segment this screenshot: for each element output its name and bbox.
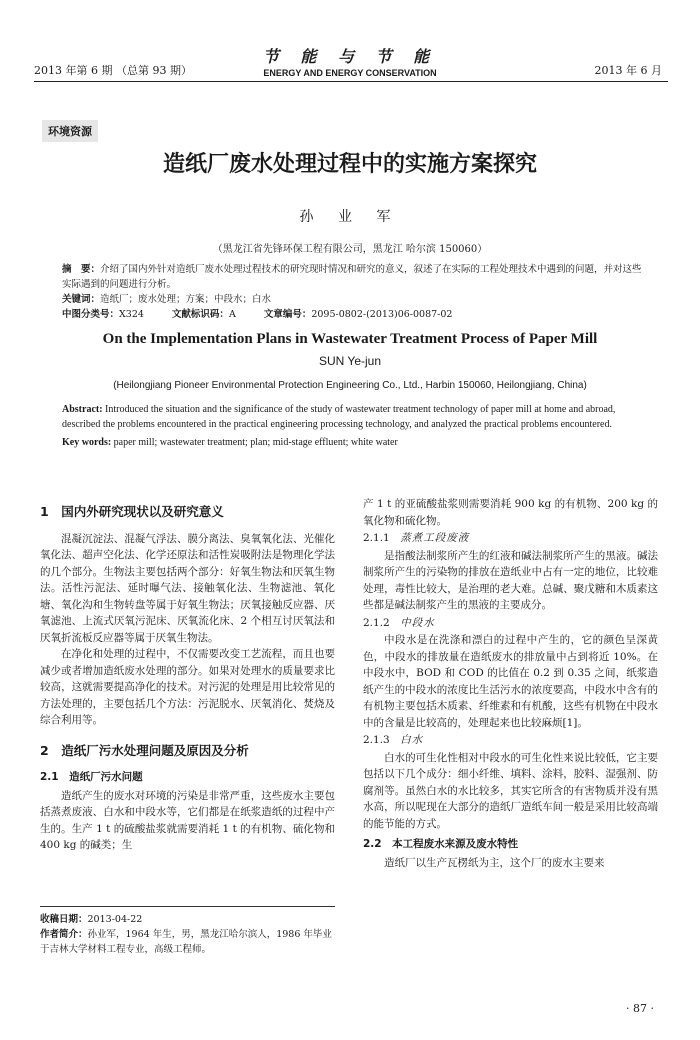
- abstract-zh: [62, 262, 642, 292]
- bio-text: 孙业军，1964 年生，男，黑龙江哈尔滨人，1986 年毕业于吉林大学材料工程专业，高级工程师。: [40, 929, 332, 955]
- subsubsection-heading-2-1-3: [363, 732, 658, 749]
- abstract-zh-label: 摘 要：: [62, 264, 101, 275]
- keywords-en-label: Key words:: [62, 437, 112, 448]
- doc-code-value: A: [228, 309, 236, 320]
- journal-logo: 节 能 与 节 能: [262, 47, 438, 66]
- header-date: 2013 年 6 月: [594, 64, 662, 77]
- received-label: 收稿日期：: [40, 914, 88, 925]
- article-id-field: [264, 307, 453, 322]
- journal-name-en: ENERGY AND ENERGY CONSERVATION: [263, 68, 437, 78]
- heading-number: 2.1.1: [363, 532, 390, 544]
- article-id-label: 文章编号：: [263, 309, 312, 320]
- author-zh: 孙 业 军: [299, 209, 401, 225]
- heading-text: 蒸煮工段废液: [400, 532, 470, 544]
- article-id-value: 2095-0802-(2013)06-0087-02: [311, 309, 453, 320]
- abstract-zh-block: [62, 262, 642, 322]
- heading-text: 白水: [400, 734, 424, 746]
- keywords-zh-label: 关键词：: [62, 294, 101, 305]
- subsection-heading-2-2: 2.2 本工程废水来源及废水特性: [363, 838, 519, 850]
- right-column: [363, 496, 658, 871]
- heading-text: 中段水: [400, 616, 435, 629]
- paragraph: 白水的可生化性相对中段水的可生化性来说比较低，它主要包括以下几个成分：细小纤维、填料、涂料，胶料、湿强剂、防腐剂等。虽然白水的水比较多，其实它所含的有害物质并没有黑水高，所以呢现在大部分的造纸厂造纸车间一般是采用比较高端的能节能的方式。: [363, 751, 658, 830]
- heading-number: 2.1.2: [363, 616, 390, 629]
- left-column: [40, 496, 335, 854]
- footnote-rule: [40, 906, 335, 907]
- paragraph: 造纸产生的废水对环境的污染是非常严重，这些废水主要包括蒸煮废液、白水和中段水等，它们都是在纸浆造纸的过程中产生的。生产 1 t 的硫酸盐浆就需要消耗 1 t 的有机物、硫化物和 400 kg 的碱类；生: [40, 789, 335, 851]
- received-value: 2013-04-22: [87, 914, 143, 925]
- footnote: [40, 912, 340, 957]
- paragraph: 造纸厂以生产瓦楞纸为主，这个厂的废水主要来: [384, 856, 605, 869]
- classification-row: [62, 307, 642, 322]
- paragraph: 混凝沉淀法、混凝气浮法、膜分离法、臭氧氧化法、光催化氧化法、超声空化法、化学还原法和活性炭吸附法是物理化学法的几个部分。生物法主要包括两个部分：好氧生物法和厌氧生物法。活性污泥法、延时曝气法、接触氧化法、生物滤池、氧化塘、氧化沟和生物转盘等属于好氧生物法；厌氧接触反应器、厌氧滤池、上流式厌氧污泥床、厌氧流化床、2 个相互讨厌氧法和厌氧折流板反应器等属于厌氧生物法。: [40, 532, 335, 644]
- page-number: · 87 ·: [626, 1002, 654, 1015]
- author-bio: [40, 927, 340, 957]
- abstract-en-label: Abstract:: [62, 404, 103, 415]
- title-en: On the Implementation Plans in Wastewater Treatment Process of Paper Mill: [102, 331, 598, 347]
- title-zh: 造纸厂废水处理过程中的实施方案探究: [162, 152, 537, 177]
- header-rule: [34, 81, 668, 82]
- clc-value: X324: [119, 309, 144, 320]
- clc-label: 中图分类号：: [62, 309, 120, 320]
- keywords-en-text: paper mill; wastewater treatment; plan; mid-stage effluent; white water: [113, 437, 398, 448]
- paragraph: 是指酸法制浆所产生的红液和碱法制浆所产生的黑液。碱法制浆所产生的污染物的排放在造纸业中占有一定的地位，比较难处理，毒性比较大，是治理的老大难。总碱、聚戊糖和木质素这些都是碱法制浆产生的黑液的主要成分。: [363, 549, 658, 611]
- affiliation-zh: （黑龙江省先锋环保工程有限公司，黑龙江 哈尔滨 150060）: [212, 244, 488, 255]
- received-date: [40, 912, 340, 927]
- paragraph-continued: 产 1 t 的亚硫酸盐浆则需要消耗 900 kg 的有机物、200 kg 的氧化物和硫化物。: [363, 498, 658, 527]
- subsection-heading-2-1: 2.1 造纸厂污水问题: [40, 771, 143, 783]
- section-heading-2: 2 造纸厂污水处理问题及原因及分析: [40, 742, 249, 758]
- subsubsection-heading-2-1-1: [363, 530, 658, 547]
- abstract-zh-text: 介绍了国内外针对造纸厂废水处理过程技术的研究现时情况和研究的意义，叙述了在实际的工程处理技术中遇到的问题，并对这些实际遇到的问题进行分析。: [62, 264, 642, 290]
- heading-number: 2.1.3: [363, 734, 390, 746]
- keywords-zh: [62, 292, 642, 307]
- author-en: SUN Ye-jun: [318, 354, 382, 368]
- abstract-en-block: [62, 402, 642, 450]
- clc-field: [62, 307, 144, 322]
- section-heading-1: 1 国内外研究现状以及研究意义: [40, 504, 224, 519]
- paragraph: 在净化和处理的过程中，不仅需要改变工艺流程，而且也要减少或者增加造纸废水处理的部分。如果对处理水的质量要求比较高，这就需要提高净化的技术。对污泥的处理是用比较常见的方法处理的，主要包括几个方法：污泥脱水、厌氧消化、焚烧及综合利用等。: [40, 648, 335, 726]
- section-tag: 环境资源: [42, 120, 98, 142]
- keywords-zh-text: 造纸厂；废水处理；方案；中段水；白水: [100, 294, 272, 305]
- header-issue: 2013 年第 6 期 （总第 93 期）: [34, 64, 192, 77]
- subsubsection-heading-2-1-2: [363, 615, 658, 632]
- paragraph: 中段水是在洗涤和漂白的过程中产生的，它的颜色呈深黄色，中段水的排放量在造纸废水的排放量中占到将近 10%。在中段水中，BOD 和 COD 的比值在 0.2 到 0.35 之间，纸浆造纸产生的中段水的浓度比生活污水的浓度要高，中段水中含有的有机物主要包括木质素、纤维素和有机酸，这些有机物在中段水中的含量是比较高的，处理起来也比较麻烦[1]。: [363, 634, 658, 729]
- bio-label: 作者简介：: [40, 929, 88, 940]
- doc-code-field: [172, 307, 236, 322]
- affiliation-en: (Heilongjiang Pioneer Environmental Protection Engineering Co., Ltd., Harbin 150060, Heilongjiang, China): [113, 380, 587, 391]
- abstract-en: [62, 402, 642, 432]
- abstract-en-text: Introduced the situation and the significance of the study of wastewater treatment technology of paper mill at home and abroad, described the problems encountered in the practical engineering processing technology, and analyzed the practical problems encountered.: [62, 404, 616, 430]
- keywords-en: [62, 435, 642, 450]
- doc-code-label: 文献标识码：: [171, 309, 229, 320]
